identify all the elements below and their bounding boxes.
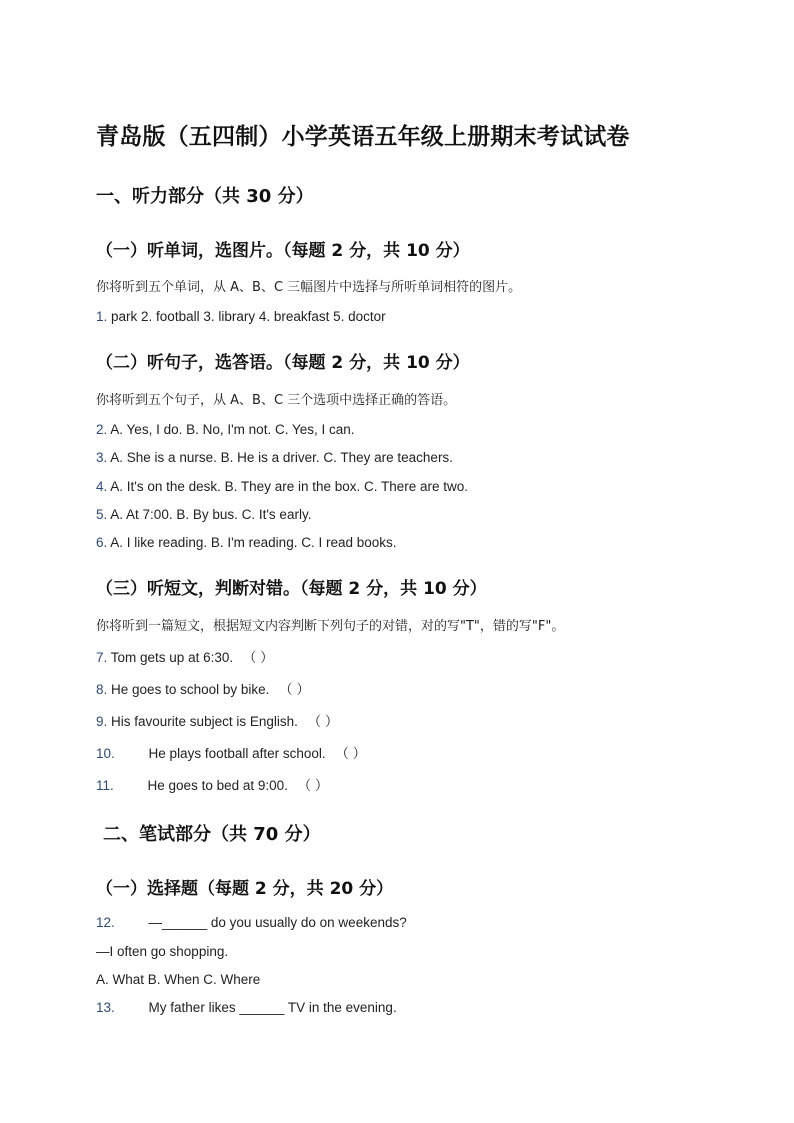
question-text: He goes to school by bike. [111,682,270,697]
question-number: 7. [96,650,108,665]
question-text: —______ do you usually do on weekends? [148,915,407,930]
question-text: A. It's on the desk. B. They are in the box. C. There are two. [110,479,469,494]
question-text: A. At 7:00. B. By bus. C. It's early. [110,507,312,522]
answer-bracket: （ ） [335,746,367,761]
question-number: 4. [96,479,108,494]
question-item [96,742,366,762]
question-text: A. She is a nurse. B. He is a driver. C. They are teachers. [110,450,453,465]
question-item [96,915,407,930]
question-item [96,678,310,698]
question-number: 3. [96,450,108,465]
question-text: A. Yes, I do. B. No, I'm not. C. Yes, I can. [110,422,355,437]
question-text: park 2. football 3. library 4. breakfast 5. doctor [111,309,386,324]
question-text: His favourite subject is English. [111,714,298,729]
answer-bracket: （ ） [307,714,339,729]
sec2-instruction: 你将听到五个句子，从 A、B、C 三个选项中选择正确的答语。 [96,393,457,408]
part1-heading: 一、听力部分（共 30 分） [96,186,314,207]
part2-sec1-heading: （一）选择题（每题 2 分，共 20 分） [96,879,394,899]
question-text: Tom gets up at 6:30. [110,650,234,665]
question-number: 6. [96,535,108,550]
page-title: 青岛版（五四制）小学英语五年级上册期末考试试卷 [96,124,630,150]
question-item [96,774,328,794]
question-item [96,507,311,522]
sec1-heading: （一）听单词，选图片。（每题 2 分，共 10 分） [96,241,470,261]
question-item [96,710,338,730]
question-text: My father likes ______ TV in the evening. [148,1000,397,1015]
question-item [96,450,453,465]
sec2-heading: （二）听句子，选答语。（每题 2 分，共 10 分） [96,353,470,373]
question-text: He plays football after school. [148,746,326,761]
word-list [96,309,386,324]
question-number: 11. [96,778,114,793]
sec1-instruction: 你将听到五个单词，从 A、B、C 三幅图片中选择与所听单词相符的图片。 [96,280,522,295]
sec3-instruction: 你将听到一篇短文，根据短文内容判断下列句子的对错，对的写"T"，错的写"F"。 [96,619,565,634]
question-item [96,535,397,550]
question-number: 2. [96,422,108,437]
question-number: 13. [96,1000,115,1015]
part2-heading: 二、笔试部分（共 70 分） [103,824,321,845]
question-item [96,1000,397,1015]
answer-line: —I often go shopping. [96,944,229,959]
question-number: 8. [96,682,108,697]
answer-bracket: （ ） [297,778,329,793]
question-number: 9. [96,714,108,729]
question-number: 1. [96,309,108,324]
answer-bracket: （ ） [242,650,274,665]
question-text: He goes to bed at 9:00. [147,778,288,793]
answer-bracket: （ ） [279,682,310,697]
question-item [96,422,355,437]
sec3-heading: （三）听短文，判断对错。（每题 2 分，共 10 分） [96,579,487,599]
question-number: 5. [96,507,108,522]
question-item [96,479,468,494]
question-number: 12. [96,915,115,930]
options-line: A. What B. When C. Where [96,972,261,987]
question-text: A. I like reading. B. I'm reading. C. I read books. [110,535,397,550]
question-item [96,646,274,666]
question-number: 10. [96,746,115,761]
